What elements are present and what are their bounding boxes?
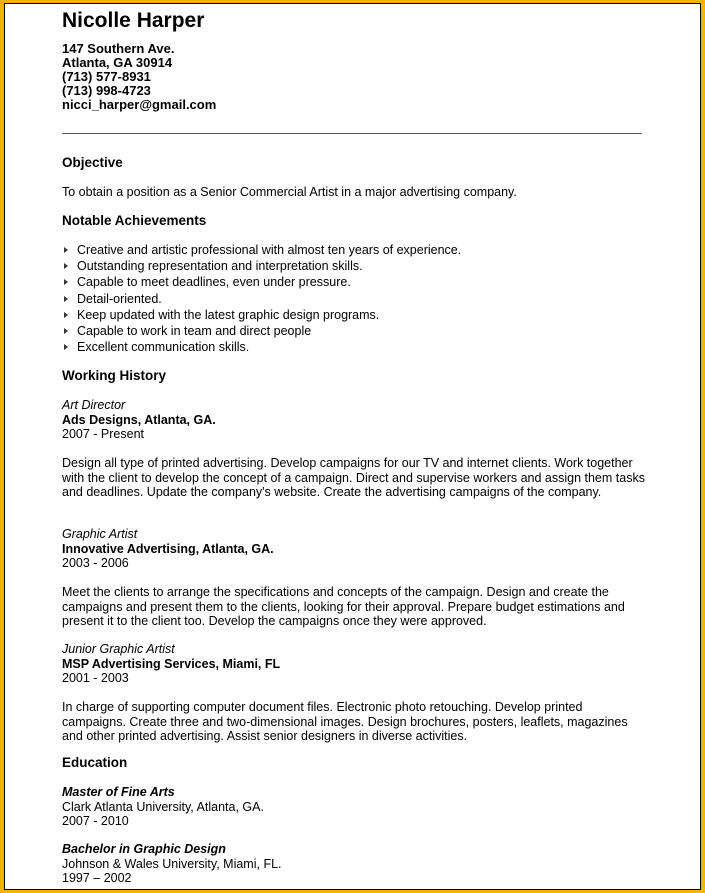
- education-entry: [62, 785, 647, 829]
- achievements-heading: Notable Achievements: [62, 213, 207, 228]
- job-description: Meet the clients to arrange the specifications and concepts of the campaign. Design and create the campaigns and present them to the clients, looking for their approval. Prepare budget estimations and present it to the client too. Develop the campaigns once they were approved.: [62, 585, 625, 628]
- school-name: Johnson & Wales University, Miami, FL.: [62, 856, 282, 871]
- degree-title: Master of Fine Arts: [62, 785, 175, 799]
- education-entry: [62, 842, 647, 886]
- school-name: Clark Atlanta University, Atlanta, GA.: [62, 799, 264, 814]
- objective-heading: Objective: [62, 155, 123, 170]
- list-item: [62, 242, 461, 258]
- job-company: Ads Designs, Atlanta, GA.: [62, 412, 216, 427]
- list-item: [62, 323, 461, 339]
- list-item: [62, 258, 461, 274]
- achievement-text: Excellent communication skills.: [77, 340, 250, 355]
- contact-phone-2: (713) 998-4723: [62, 83, 151, 98]
- job-company: Innovative Advertising, Atlanta, GA.: [62, 541, 274, 556]
- achievement-text: Outstanding representation and interpretation skills.: [77, 259, 363, 274]
- job-title: Graphic Artist: [62, 527, 138, 541]
- job-description: Design all type of printed advertising. Develop campaigns for our TV and internet clients. Work together with the client to develop the concept of a campaign. Direct and supervise workers and assign them tasks and deadlines. Update the company's website. Create the advertising campaigns of the company.: [62, 456, 645, 499]
- bullet-icon: [64, 312, 68, 318]
- job-company: MSP Advertising Services, Miami, FL: [62, 656, 281, 671]
- history-heading: Working History: [62, 368, 167, 383]
- achievement-text: Capable to meet deadlines, even under pressure.: [77, 275, 351, 290]
- degree-title: Bachelor in Graphic Design: [62, 842, 226, 856]
- job-title: Junior Graphic Artist: [62, 642, 175, 656]
- contact-phone-1: (713) 577-8931: [62, 69, 151, 84]
- achievement-text: Capable to work in team and direct people: [77, 324, 312, 339]
- education-dates: 1997 – 2002: [62, 871, 132, 885]
- job-dates: 2003 - 2006: [62, 556, 129, 570]
- list-item: [62, 291, 461, 307]
- list-item: [62, 274, 461, 290]
- contact-block: [62, 42, 216, 112]
- bullet-icon: [64, 263, 68, 269]
- contact-address-line1: 147 Southern Ave.: [62, 41, 175, 56]
- job-entry: [62, 527, 647, 571]
- divider: [62, 133, 642, 134]
- job-title: Art Director: [62, 398, 126, 412]
- job-description: In charge of supporting computer document files. Electronic photo retouching. Develop printed campaigns. Create three and two-dimensional images. Design brochures, posters, leaflets, magazines and other printed advertising. Assist senior designers in diverse activities.: [62, 700, 628, 743]
- job-dates: 2001 - 2003: [62, 671, 129, 685]
- education-heading: Education: [62, 755, 128, 770]
- job-dates: 2007 - Present: [62, 427, 144, 441]
- achievement-text: Detail-oriented.: [77, 291, 162, 306]
- achievement-text: Creative and artistic professional with almost ten years of experience.: [77, 243, 462, 257]
- bullet-icon: [64, 344, 68, 350]
- resume-name: Nicolle Harper: [62, 9, 205, 32]
- bullet-icon: [64, 247, 68, 253]
- job-entry: [62, 398, 647, 442]
- bullet-icon: [64, 296, 68, 302]
- bullet-icon: [64, 279, 68, 285]
- list-item: [62, 339, 461, 355]
- job-entry: [62, 642, 647, 686]
- objective-text: To obtain a position as a Senior Commercial Artist in a major advertising company.: [62, 185, 517, 199]
- education-dates: 2007 - 2010: [62, 814, 129, 828]
- list-item: [62, 307, 461, 323]
- achievement-text: Keep updated with the latest graphic design programs.: [77, 307, 380, 322]
- contact-email: nicci_harper@gmail.com: [62, 97, 217, 112]
- achievements-list: [62, 242, 461, 355]
- bullet-icon: [64, 328, 68, 334]
- resume-page: [4, 3, 701, 890]
- contact-address-line2: Atlanta, GA 30914: [62, 55, 173, 70]
